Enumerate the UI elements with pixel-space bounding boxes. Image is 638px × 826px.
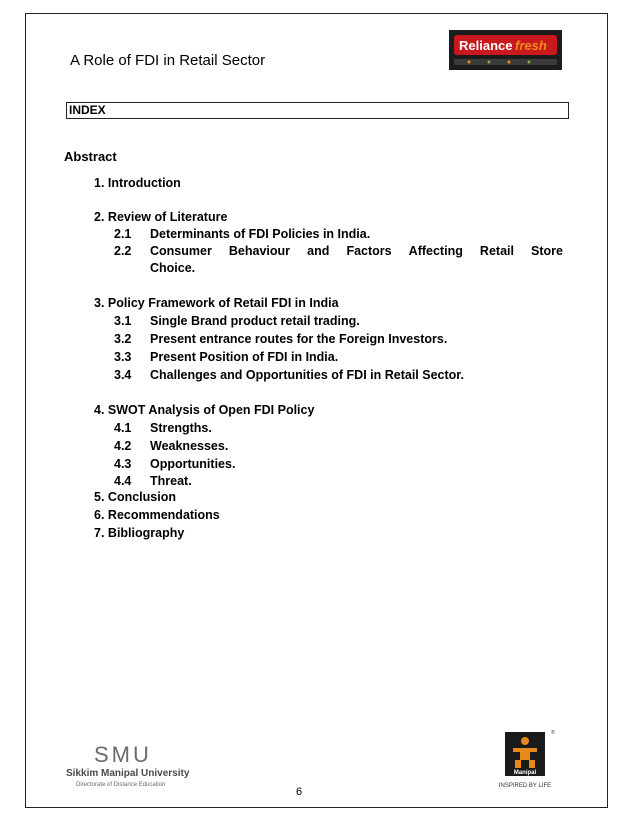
toc-word: Factors bbox=[346, 244, 392, 258]
toc-sub-text: Threat. bbox=[150, 474, 192, 488]
smu-logo bbox=[66, 740, 196, 790]
toc-item-introduction bbox=[94, 175, 181, 192]
toc-sub-text: Present entrance routes for the Foreign Investors. bbox=[150, 332, 448, 346]
toc-sub-number: 2.2 bbox=[114, 244, 132, 258]
toc-sub-number: 4.2 bbox=[114, 439, 132, 453]
toc-sub-number: 4.4 bbox=[114, 474, 132, 488]
toc-number: 4. bbox=[94, 403, 105, 417]
toc-word: Consumer bbox=[150, 244, 212, 258]
toc-sub-number: 4.1 bbox=[114, 421, 132, 435]
toc-sub-number: 2.1 bbox=[114, 227, 132, 241]
smu-abbr-text: SMU bbox=[94, 742, 152, 767]
toc-number: 3. bbox=[94, 296, 105, 310]
toc-number: 5. bbox=[94, 490, 105, 504]
manipal-logo bbox=[493, 728, 563, 794]
toc-text: Policy Framework of Retail FDI in India bbox=[107, 296, 339, 310]
toc-sub-number: 3.3 bbox=[114, 350, 132, 364]
toc-sub-number: 4.3 bbox=[114, 457, 132, 471]
toc-number: 2. bbox=[94, 210, 105, 224]
index-box bbox=[66, 102, 569, 119]
toc-word: Store bbox=[531, 244, 563, 258]
toc-number: 7. bbox=[94, 526, 105, 540]
toc-sub-text: Single Brand product retail trading. bbox=[150, 314, 360, 328]
toc-sub-text: Strengths. bbox=[150, 421, 212, 435]
smu-sub-text: Directorate of Distance Education bbox=[76, 782, 166, 788]
manipal-tagline-text: INSPIRED BY LIFE bbox=[498, 783, 552, 789]
toc-item-recommendations bbox=[94, 507, 220, 524]
toc-item-swot bbox=[94, 402, 314, 419]
toc-sub-text: Weaknesses. bbox=[150, 439, 229, 453]
toc-sub-text: Determinants of FDI Policies in India. bbox=[150, 227, 371, 241]
toc-item-policy-framework bbox=[94, 295, 339, 312]
toc-sub-text: Opportunities. bbox=[150, 457, 236, 471]
abstract-label: Abstract bbox=[64, 149, 117, 164]
manipal-name-text: Manipal bbox=[513, 770, 537, 776]
toc-text: Introduction bbox=[107, 176, 181, 190]
toc-item-review bbox=[94, 209, 227, 226]
svg-text:®: ® bbox=[551, 730, 555, 736]
toc-item-bibliography bbox=[94, 525, 184, 542]
toc-sub-number: 3.1 bbox=[114, 314, 132, 328]
toc-sub-text: Present Position of FDI in India. bbox=[150, 350, 339, 364]
index-heading: INDEX bbox=[69, 103, 106, 117]
toc-text: Conclusion bbox=[107, 490, 176, 504]
toc-item-conclusion bbox=[94, 489, 176, 506]
toc-sub-text: Challenges and Opportunities of FDI in Retail Sector. bbox=[150, 368, 464, 382]
reliance-logo-text: Reliance bbox=[459, 38, 513, 53]
toc-number: 1. bbox=[94, 176, 105, 190]
fresh-logo-text: fresh bbox=[515, 38, 547, 53]
toc-text: SWOT Analysis of Open FDI Policy bbox=[107, 403, 315, 417]
toc-number: 6. bbox=[94, 508, 105, 522]
toc-word: and bbox=[307, 244, 330, 258]
toc-text: Bibliography bbox=[107, 526, 185, 540]
toc-word: Retail bbox=[479, 244, 514, 258]
toc-sub-number: 3.4 bbox=[114, 368, 132, 382]
toc-text: Recommendations bbox=[107, 508, 220, 522]
reliance-fresh-logo bbox=[449, 30, 562, 70]
toc-word: Affecting bbox=[408, 244, 463, 258]
toc-sub-number: 3.2 bbox=[114, 332, 132, 346]
toc-sub-text-continued: Choice. bbox=[150, 261, 196, 275]
toc-sub-text-justified bbox=[150, 243, 563, 260]
toc-word: Behaviour bbox=[228, 244, 291, 258]
page-number: 6 bbox=[296, 786, 303, 798]
smu-name-text: Sikkim Manipal University bbox=[66, 768, 190, 779]
toc-text: Review of Literature bbox=[107, 210, 228, 224]
document-title: A Role of FDI in Retail Sector bbox=[70, 52, 266, 69]
